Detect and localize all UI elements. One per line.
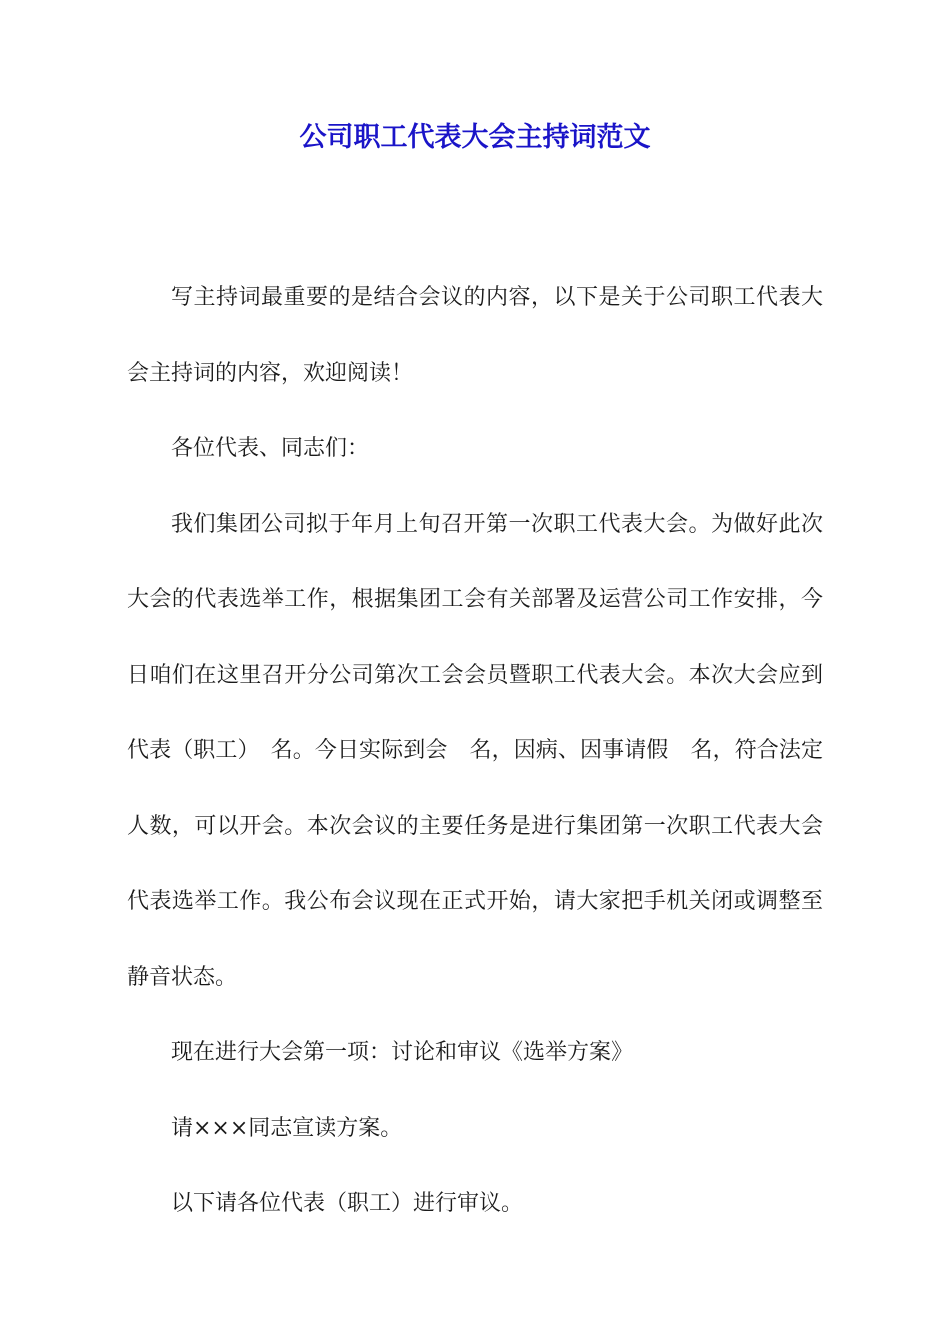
paragraph-greeting: 各位代表、同志们： bbox=[171, 436, 370, 461]
document-title: 公司职工代表大会主持词范文 bbox=[299, 122, 651, 153]
paragraph-read-plan: 请×××同志宣读方案。 bbox=[171, 1115, 403, 1141]
paragraph-item-one: 现在进行大会第一项：讨论和审议《选举方案》 bbox=[171, 1040, 634, 1065]
document-body bbox=[127, 260, 823, 1242]
paragraph-review: 以下请各位代表（职工）进行审议。 bbox=[171, 1191, 524, 1216]
paragraph-intro: 写主持词最重要的是结合会议的内容，以下是关于公司职工代表大会主持词的内容，欢迎阅读！ bbox=[127, 285, 823, 386]
paragraph-opening: 我们集团公司拟于年月上旬召开第一次职工代表大会。为做好此次大会的代表选举工作，根据集团工会有关部署及运营公司工作安排，今日咱们在这里召开分公司第次工会会员暨职工代表大会。本次大会应到代表（职工） 名。今日实际到会 名，因病、因事请假 名，符合法定人数，可以开会。本次会议的主要任务是进行集团第一次职工代表大会代表选举工作。我公布会议现在正式开始，请大家把手机关闭或调整至静音状态。 bbox=[127, 511, 823, 990]
